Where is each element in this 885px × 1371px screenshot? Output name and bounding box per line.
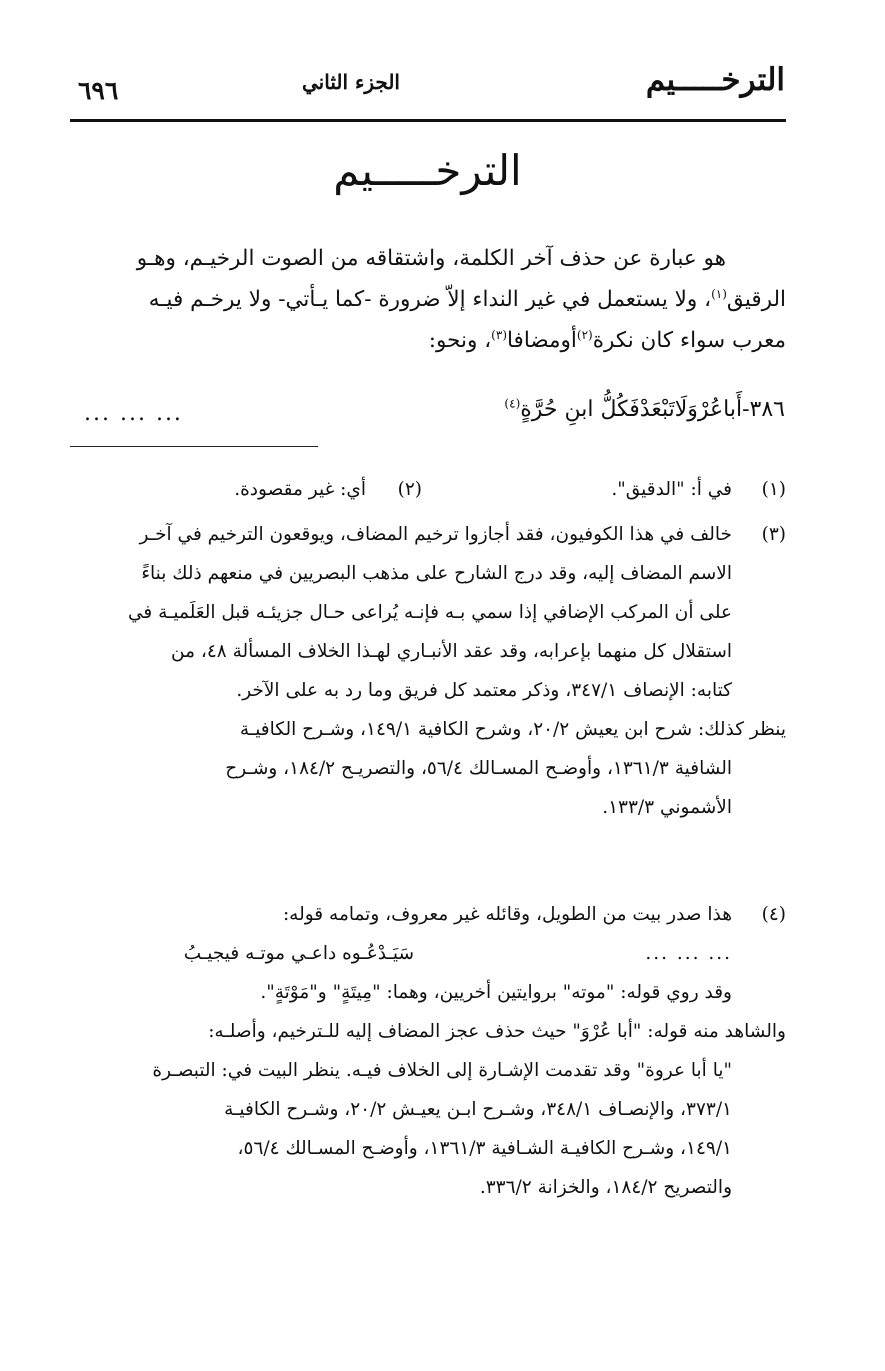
chapter-title: الترخـــــيم [333,146,522,195]
verse-ellipsis: ... ... ... [84,401,183,426]
footnote-2-number: (٢) [397,479,422,500]
footnote-3-line-8: الأشموني ١٣٣/٣. [602,797,732,818]
footnote-4 [76,895,786,1275]
verse-text [504,397,785,422]
footnote-4-verse-end: سَيَـدْعُـوه داعـي موتـه فيجيـبُ [183,943,414,964]
footnote-3-line-5: كتابه: الإنصاف ٣٤٧/١، وذكر معتمد كل فريق وما رد به على الآخر. [236,680,732,701]
footnote-ref-3: (٣) [491,327,507,342]
footnote-4-line-4: ٣٧٣/١، والإنصـاف ٣٤٨/١، وشـرح ابـن يعيـش ٢٠/٢، وشـرح الكافيـة [224,1099,732,1120]
body-line-3 [76,320,786,361]
footnote-divider [70,446,318,447]
footnote-3-line-4: استقلال كل منهما بإعرابه، وقد عقد الأنبـاري لهـذا الخلاف المسألة ٤٨، من [171,641,732,662]
footnote-3-number: (٣) [761,524,786,545]
footnote-3-line-2: الاسم المضاف إليه، وقد درج الشارح على مذهب البصريين في منعهم ذلك بناءً [141,563,732,584]
footnote-4-line-2: والشاهد منه قوله: "أبا عُرْوَ" حيث حذف عجز المضاف إليه للـترخيم، وأصلـه: [208,1021,786,1042]
body-line-3-c: ، ونحو: [428,328,492,353]
footnote-4-line-5: ١٤٩/١، وشـرح الكافيـة الشـافية ١٣٦١/٣، وأوضـح المسـالك ٥٦/٤، [237,1138,732,1159]
header-volume: الجزء الثاني [302,70,400,94]
footnote-ref-4: (٤) [504,396,521,411]
body-line-1: هو عبارة عن حذف آخر الكلمة، واشتقاقه من الصوت الرخيـم، وهـو [136,246,726,271]
footnote-4-body [76,895,786,1207]
footnote-4-line-1: وقد روي قوله: "موته" بروايتين أخريين، وهما: "مِيتَةٍ" و"مَوْتَةٍ". [260,982,732,1003]
footnote-4-verse [76,934,732,973]
body-line-2 [76,279,786,320]
page-number: ٦٩٦ [78,76,119,105]
footnote-ref-1: (١) [711,286,727,301]
footnote-3-line-7: الشافية ١٣٦١/٣، وأوضـح المسـالك ٥٦/٤، والتصريـح ١٨٤/٢، وشـرح [225,758,732,779]
footnote-3 [76,515,786,875]
footnote-2-text: أي: غير مقصودة. [234,479,366,500]
footnote-4-intro: هذا صدر بيت من الطويل، وقائله غير معروف، وتمامه قوله: [282,904,732,925]
verse-line: ٣٨٦-أَباعُرْوَلَاتَبْعَدْفَكُلُّ ابنِ حُرَّةٍ [520,397,785,422]
body-line-2-b: ، ولا يستعمل في غير النداء إلاّ ضرورة -كما يـأتي- ولا يرخـم فيـه [148,287,712,312]
footnote-3-body [76,515,786,827]
footnote-4-verse-dots: ... ... ... [645,943,732,964]
header-section-title: الترخـــــيم [645,62,785,98]
footnote-4-number: (٤) [761,904,786,925]
footnote-3-line-1: خالف في هذا الكوفيون، فقد أجازوا ترخيم المضاف، ويوقعون الترخيم في آخـر [139,524,732,545]
footnote-3-line-6: ينظر كذلك: شرح ابن يعيش ٢٠/٢، وشرح الكافية ١٤٩/١، وشـرح الكافيـة [239,719,786,740]
footnote-ref-2: (٢) [576,327,593,342]
footnote-1-number: (١) [761,479,786,500]
footnote-3-line-3: على أن المركب الإضافي إذا سمي بـه فإنـه يُراعى حـال جزيئـه قبل العَلَميـة في [127,602,732,623]
footnote-1-text: في أ: "الدقيق". [611,479,732,500]
footnote-4-line-3: "يا أبا عروة" وقد تقدمت الإشـارة إلى الخلاف فيـه. ينظر البيت في: التبصـرة [152,1060,732,1081]
body-line-2-a: الرقيق [726,287,786,312]
body-line-3-b: أومضافا [507,328,577,353]
header-divider [70,119,786,122]
body-paragraph [76,238,786,361]
body-line-3-a: معرب سواء كان نكرة [592,328,786,353]
footnote-4-line-6: والتصريح ١٨٤/٢، والخزانة ٣٣٦/٢. [479,1177,732,1198]
running-header [70,58,785,108]
verse-386 [70,397,785,437]
